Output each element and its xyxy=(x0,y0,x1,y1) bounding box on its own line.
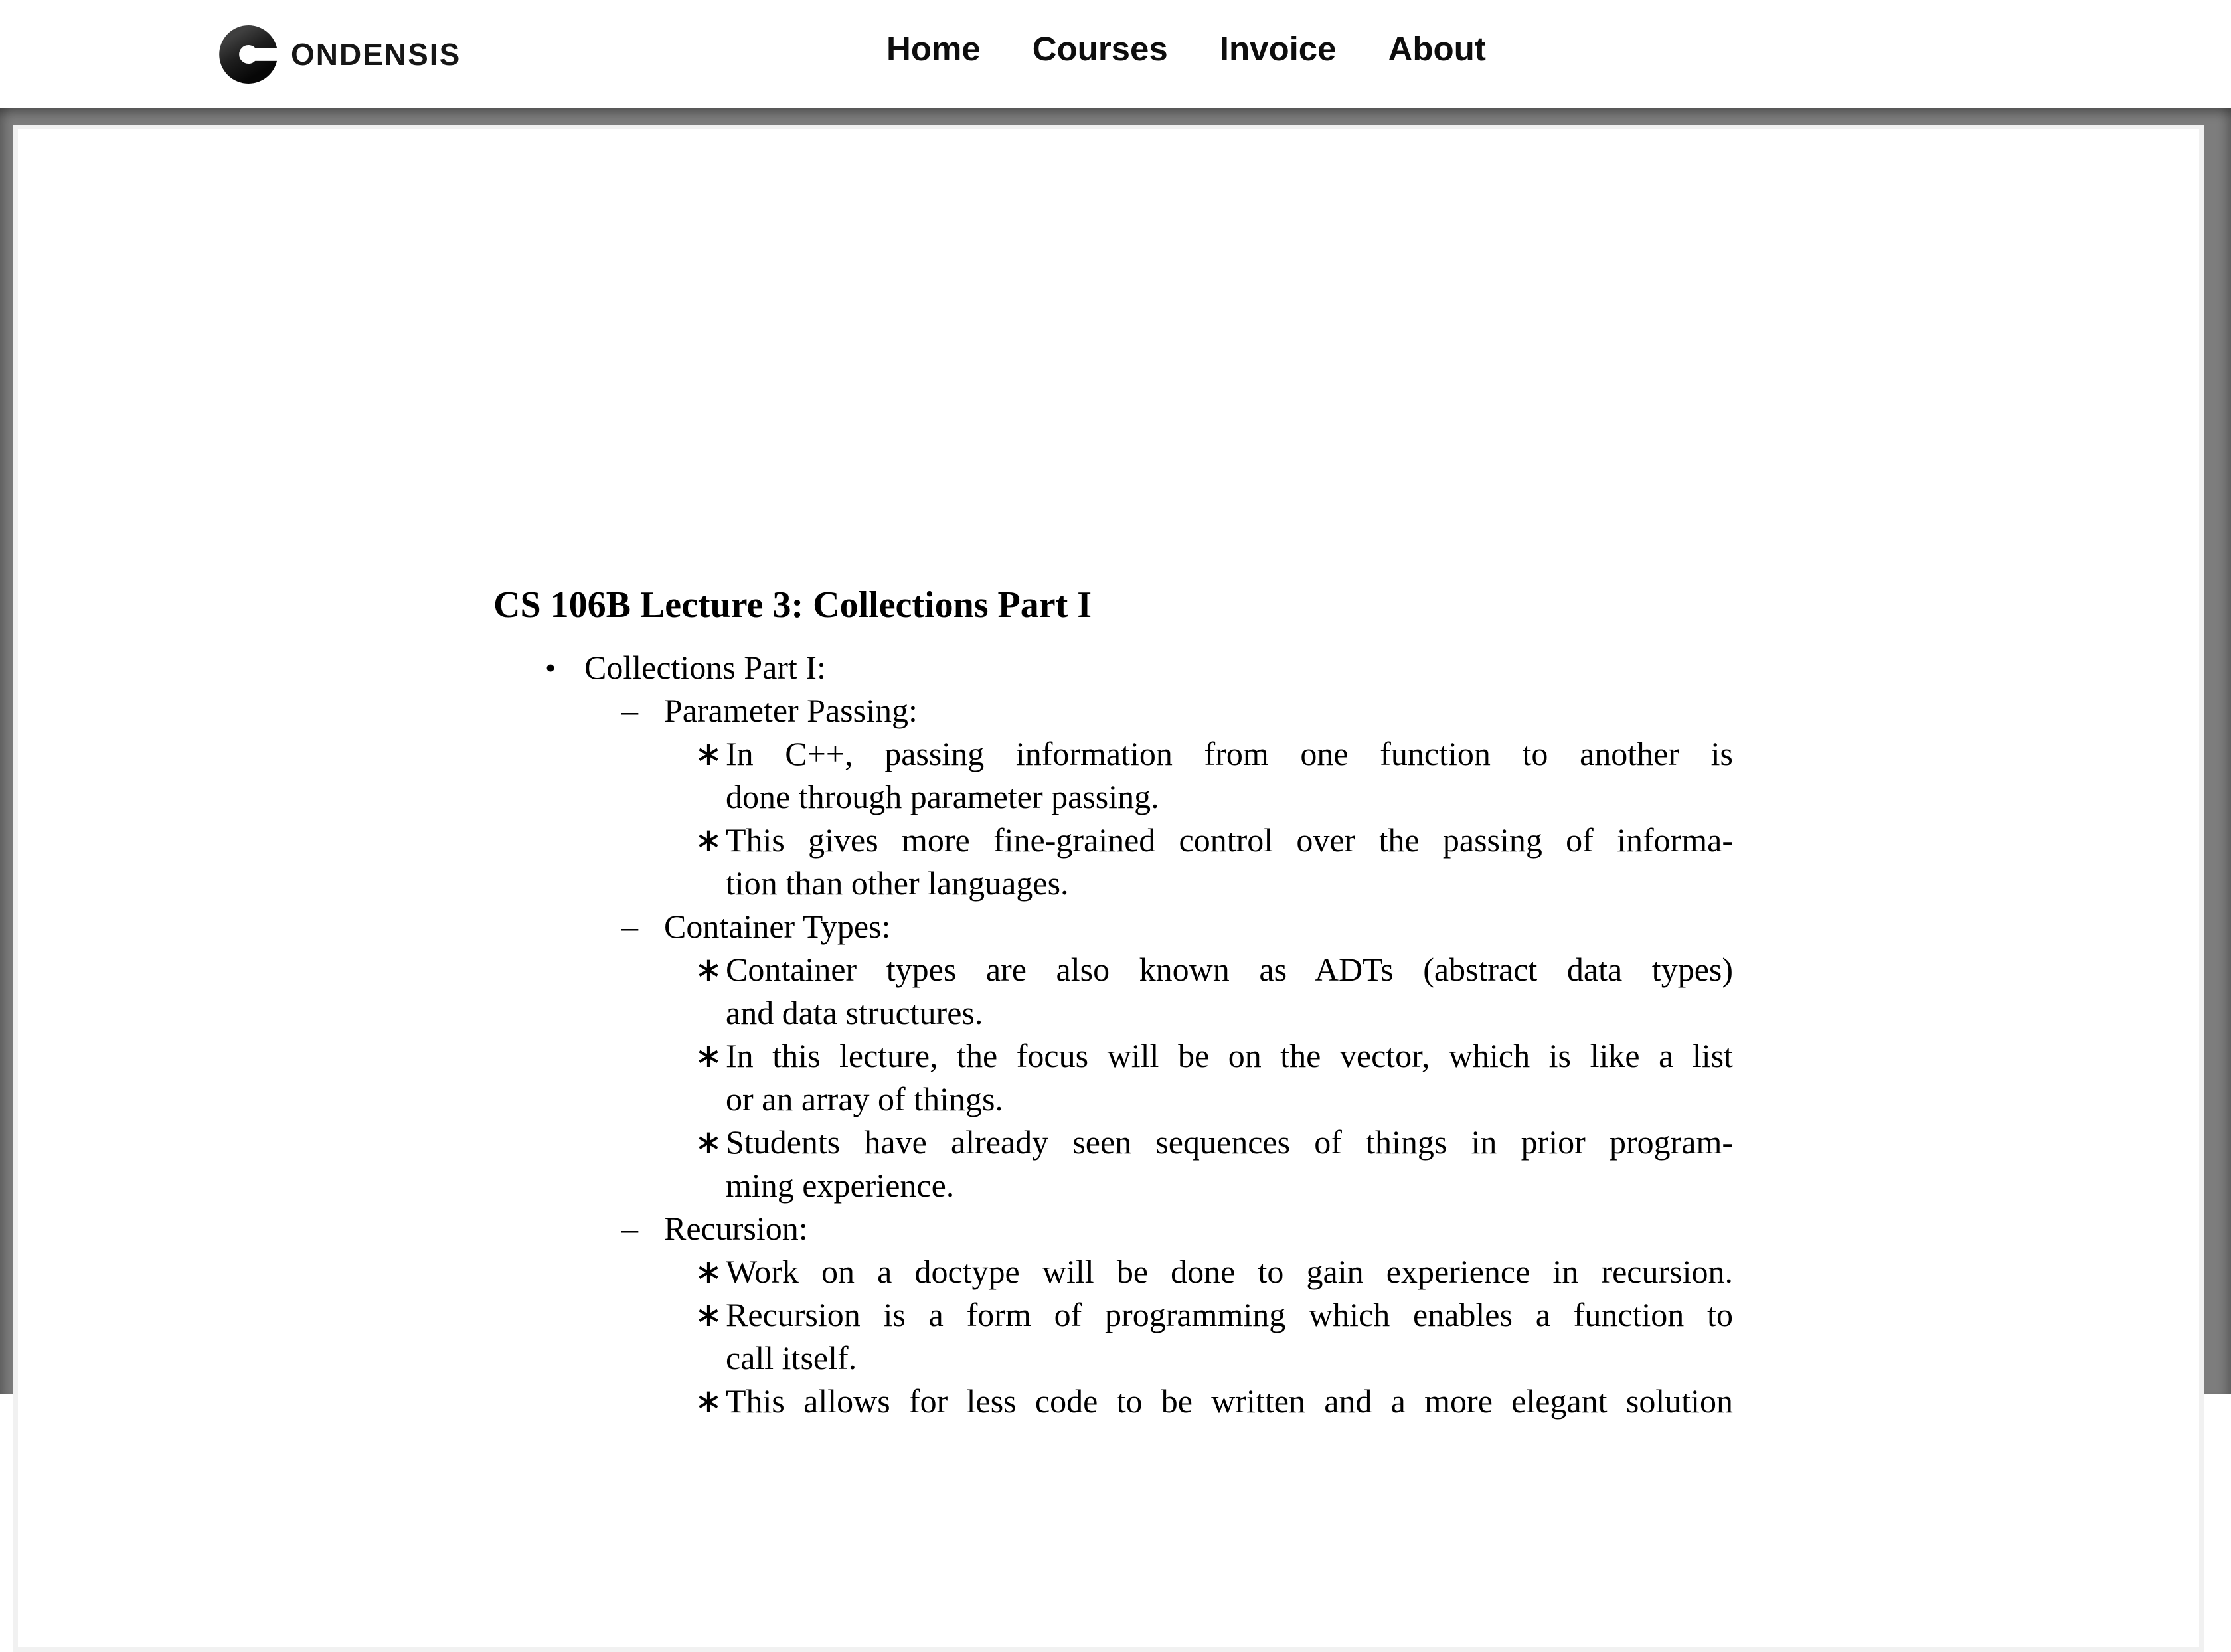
doc-line: call itself. xyxy=(726,1339,857,1376)
doc-line: tion than other languages. xyxy=(726,865,1069,902)
asterisk-marker: ∗ xyxy=(695,1037,722,1074)
doc-line: – Parameter Passing: xyxy=(493,689,1733,732)
document-outline xyxy=(493,646,1733,1423)
doc-line: and data structures. xyxy=(726,994,983,1031)
document-content xyxy=(493,582,1733,1423)
asterisk-marker: ∗ xyxy=(695,1296,722,1333)
doc-line: ∗ Work on a doctype will be done to gain experience in recursion. xyxy=(493,1250,1733,1293)
main-nav xyxy=(886,0,1486,97)
doc-line: or an array of things. xyxy=(726,1080,1003,1117)
dash-marker: – xyxy=(621,692,638,729)
asterisk-marker: ∗ xyxy=(695,735,722,772)
asterisk-marker: ∗ xyxy=(695,1123,722,1161)
doc-line: ∗ Container types are also known as ADTs (abstract data types) xyxy=(493,948,1733,991)
doc-line: done through parameter passing. xyxy=(726,778,1159,815)
document-page xyxy=(13,125,2204,1652)
asterisk-marker: ∗ xyxy=(695,951,722,988)
doc-line: ∗ Recursion is a form of programming which enables a function to xyxy=(493,1293,1733,1337)
doc-line: – Container Types: xyxy=(493,905,1733,948)
doc-line: • Collections Part I: xyxy=(493,646,1733,689)
doc-line: ∗ Students have already seen sequences of things in prior program- xyxy=(493,1121,1733,1164)
dash-marker: – xyxy=(621,908,638,945)
doc-line: ming experience. xyxy=(726,1167,955,1204)
dash-marker: – xyxy=(621,1210,638,1247)
doc-line: ∗ In C++, passing information from one function to another is xyxy=(493,732,1733,776)
doc-line: ∗ This gives more fine-grained control over the passing of informa- xyxy=(493,819,1733,862)
condensis-c-icon xyxy=(219,25,282,84)
doc-line: ∗ In this lecture, the focus will be on the vector, which is like a list xyxy=(493,1034,1733,1078)
nav-item-invoice[interactable]: Invoice xyxy=(1219,29,1337,68)
asterisk-marker: ∗ xyxy=(695,1382,722,1420)
top-navbar xyxy=(0,0,2231,108)
brand-logo[interactable] xyxy=(219,25,461,84)
nav-item-courses[interactable]: Courses xyxy=(1032,29,1168,68)
pdf-viewer[interactable] xyxy=(0,108,2231,1420)
bullet-marker: • xyxy=(545,651,556,685)
asterisk-marker: ∗ xyxy=(695,821,722,859)
nav-item-home[interactable]: Home xyxy=(886,29,981,68)
brand-wordmark: ONDENSIS xyxy=(291,37,461,72)
nav-item-about[interactable]: About xyxy=(1388,29,1486,68)
document-title: CS 106B Lecture 3: Collections Part I xyxy=(493,584,1092,625)
doc-line: – Recursion: xyxy=(493,1207,1733,1250)
doc-line: ∗ This allows for less code to be written and a more elegant solution xyxy=(493,1380,1733,1423)
asterisk-marker: ∗ xyxy=(695,1253,722,1290)
